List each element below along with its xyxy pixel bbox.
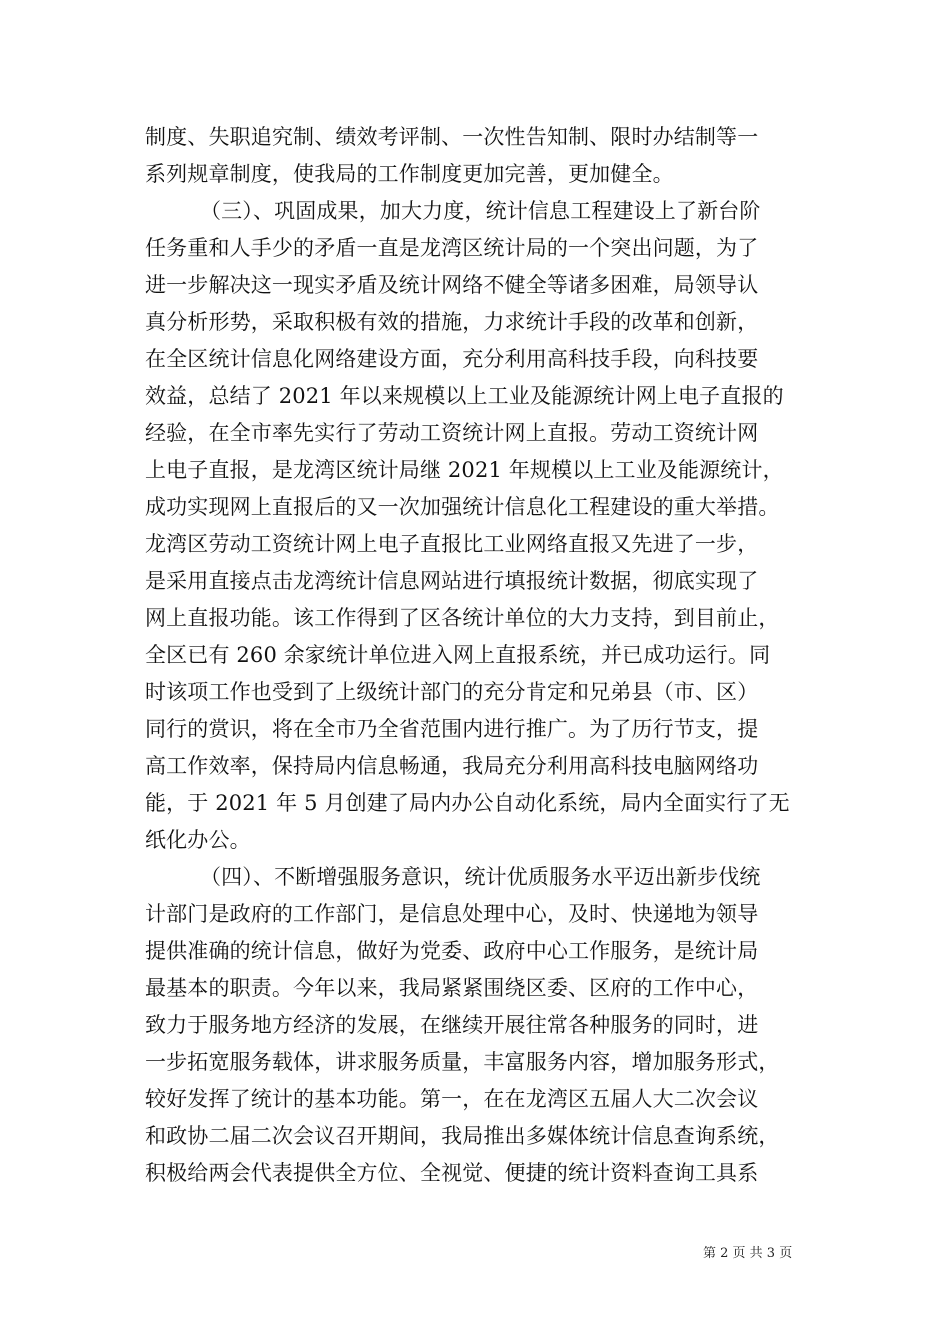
text-line: 系列规章制度，使我局的工作制度更加完善，更加健全。 xyxy=(145,162,674,186)
text-line: 制度、失职追究制、绩效考评制、一次性告知制、限时办结制等一 xyxy=(145,125,759,149)
text-line: （四）、不断增强服务意识，统计优质服务水平迈出新步伐统 xyxy=(200,865,761,889)
text-line: 成功实现网上直报后的又一次加强统计信息化工程建设的重大举措。 xyxy=(145,495,780,519)
text-line: 龙湾区劳动工资统计网上电子直报比工业网络直报又先进了一步， xyxy=(145,532,759,556)
text-line: 同行的赏识，将在全市乃全省范围内进行推广。为了历行节支，提 xyxy=(145,717,759,741)
text-line: 是采用直接点击龙湾统计信息网站进行填报统计数据，彻底实现了 xyxy=(145,569,759,593)
text-line: 纸化办公。 xyxy=(145,828,251,852)
text-line: 最基本的职责。今年以来，我局紧紧围绕区委、区府的工作中心， xyxy=(145,976,759,1000)
text-line: 上电子直报，是龙湾区统计局继 2021 年规模以上工业及能源统计， xyxy=(145,458,784,482)
text-line: 高工作效率，保持局内信息畅通，我局充分利用高科技电脑网络功 xyxy=(145,754,759,778)
text-line: 效益，总结了 2021 年以来规模以上工业及能源统计网上电子直报的 xyxy=(145,384,784,408)
text-line: 真分析形势，采取积极有效的措施，力求统计手段的改革和创新， xyxy=(145,310,759,334)
text-line: 提供准确的统计信息，做好为党委、政府中心工作服务，是统计局 xyxy=(145,939,759,963)
text-line: 时该项工作也受到了上级统计部门的充分肯定和兄弟县（市、区） xyxy=(145,680,759,704)
text-line: 一步拓宽服务载体，讲求服务质量，丰富服务内容，增加服务形式， xyxy=(145,1050,780,1074)
text-line: 在全区统计信息化网络建设方面，充分利用高科技手段，向科技要 xyxy=(145,347,759,371)
text-line: 全区已有 260 余家统计单位进入网上直报系统，并已成功运行。同 xyxy=(145,643,771,667)
text-line: 致力于服务地方经济的发展，在继续开展往常各种服务的同时，进 xyxy=(145,1013,759,1037)
text-line: 能，于 2021 年 5 月创建了局内办公自动化系统，局内全面实行了无 xyxy=(145,791,790,815)
text-line: 进一步解决这一现实矛盾及统计网络不健全等诸多困难，局领导认 xyxy=(145,273,759,297)
text-line: 任务重和人手少的矛盾一直是龙湾区统计局的一个突出问题，为了 xyxy=(145,236,759,260)
text-line: 经验，在全市率先实行了劳动工资统计网上直报。劳动工资统计网 xyxy=(145,421,759,445)
text-line: 网上直报功能。该工作得到了区各统计单位的大力支持，到目前止， xyxy=(145,606,780,630)
text-line: （三）、巩固成果，加大力度，统计信息工程建设上了新台阶 xyxy=(200,199,761,223)
text-line: 计部门是政府的工作部门，是信息处理中心，及时、快递地为领导 xyxy=(145,902,759,926)
page-number: 第 2 页 共 3 页 xyxy=(703,1246,793,1261)
text-line: 积极给两会代表提供全方位、全视觉、便捷的统计资料查询工具系 xyxy=(145,1161,759,1185)
text-line: 和政协二届二次会议召开期间，我局推出多媒体统计信息查询系统， xyxy=(145,1124,780,1148)
text-line: 较好发挥了统计的基本功能。第一，在在龙湾区五届人大二次会议 xyxy=(145,1087,759,1111)
